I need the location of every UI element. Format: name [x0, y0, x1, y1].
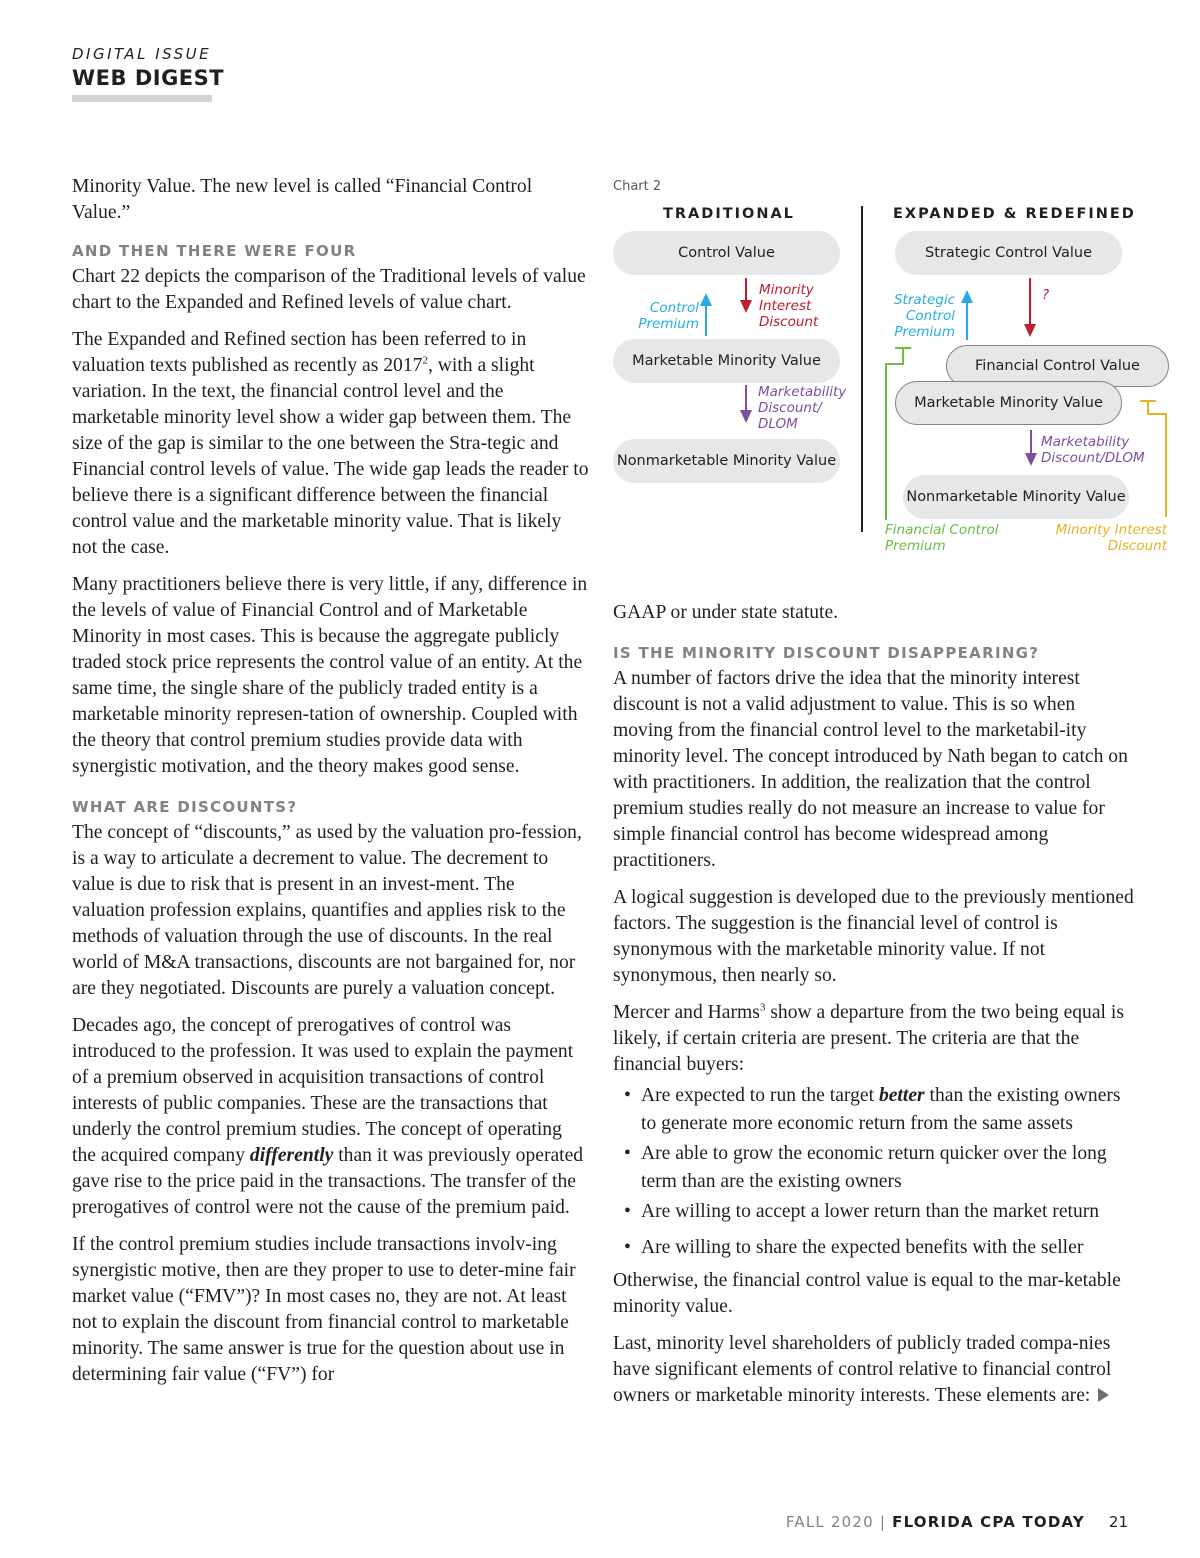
- footnote-ref-3: 3: [759, 1001, 766, 1014]
- paragraph-mercer: Mercer and Harms$^3$ show a departure from the two being equal is likely, if certain criteria are present. The criteria are that the financial buyers:: [613, 1001, 1124, 1075]
- continue-arrow-icon: [1098, 1388, 1109, 1402]
- list-item: • Are willing to share the expected benefits with the seller: [641, 1234, 1138, 1262]
- exp-marketability-discount-label: Marketability Discount/DLOM: [1041, 434, 1145, 466]
- exp-marketable-minority: Marketable Minority Value: [895, 381, 1122, 425]
- trad-control-premium-label: Control Premium: [638, 300, 699, 332]
- exp-nonmarketable-minority: Nonmarketable Minority Value: [903, 475, 1129, 519]
- green-bracket: [886, 348, 903, 520]
- exp-minority-discount-label: Minority Interest Discount: [1055, 522, 1167, 554]
- exp-premium-arrow-head: [961, 290, 973, 303]
- list-item: • Are expected to run the target better than the existing owners to generate more economic return from the same assets: [641, 1082, 1138, 1138]
- paragraph-factors: A number of factors drive the idea that the minority interest discount is not a valid adjustment to value. This is so when moving from the financial control level to the marketabil-ity minority level. The concept introduced by Nath began to catch on with practitioners. In addition, the realization that the control premium studies really do not measure an increase to value for simple financial control has become widespread among practitioners.: [613, 668, 1128, 871]
- header-underline: [72, 95, 212, 102]
- exp-question-label: ?: [1042, 287, 1050, 303]
- paragraph-last: Last, minority level shareholders of publicly traded compa-nies have significant elements of control relative to financial control owners or marketable minority interests. These elements are:: [613, 1333, 1112, 1406]
- expanded-heading: EXPANDED & REDEFINED: [893, 206, 1136, 222]
- exp-marketability-arrow-head: [1025, 453, 1037, 466]
- criteria-list: [613, 1082, 1138, 1262]
- paragraph-concept: The concept of “discounts,” as used by the valuation pro-fession, is a way to articulate a decrement to value. The decrement to value is due to risk that is present in an invest-ment. The valuation profession explains, quantifies and applies risk to the methods of valuation through the use of discounts. In the real world of M&A transactions, discounts are not bargained for, nor are they negotiated. Discounts are purely a valuation concept.: [72, 822, 582, 999]
- exp-financial-control-premium-label: Financial Control Premium: [885, 522, 999, 554]
- footer-season: FALL 2020: [785, 1513, 874, 1531]
- footer-separator: |: [879, 1513, 887, 1531]
- chart-caption: Chart 2: [613, 179, 662, 194]
- exp-strategic-control-value: Strategic Control Value: [895, 231, 1122, 275]
- paragraph-otherwise: Otherwise, the financial control value is equal to the mar-ketable minority value.: [613, 1270, 1121, 1317]
- emphasis-differently: differently: [249, 1145, 334, 1166]
- list-item: • Are willing to accept a lower return than the market return: [641, 1198, 1138, 1226]
- page-footer: [786, 1513, 1128, 1531]
- paragraph-if: If the control premium studies include transactions involv-ing synergistic motive, then are they proper to use to deter-mine fair market value (“FMV”)? In most cases no, they are not. At least not to explain the discount from financial control to marketable minority. The same answer is true for the question about use in determining fair value (“FV”) for: [72, 1234, 576, 1385]
- issue-label: DIGITAL ISSUE: [72, 45, 212, 63]
- trad-marketability-arrow-head: [740, 410, 752, 423]
- trad-minority-discount-label: Minority Interest Discount: [759, 282, 819, 330]
- paragraph-intro: Minority Value. The new level is called “Financial Control Value.”: [72, 176, 533, 223]
- emphasis-better: better: [878, 1085, 925, 1106]
- footnote-ref-2: 2: [422, 354, 428, 367]
- chart-divider: [861, 206, 863, 532]
- left-column: [72, 174, 590, 1399]
- section-title: WEB DIGEST: [72, 66, 225, 90]
- paragraph-chart22: Chart 22 depicts the comparison of the Traditional levels of value chart to the Expanded and Refined levels of value chart.: [72, 266, 586, 313]
- trad-premium-arrow-head: [700, 293, 712, 306]
- traditional-heading: TRADITIONAL: [663, 206, 795, 222]
- trad-nonmarketable-minority: Nonmarketable Minority Value: [613, 439, 840, 483]
- heading-then-there-were-four: AND THEN THERE WERE FOUR: [72, 242, 357, 260]
- paragraph-practitioners: Many practitioners believe there is very little, if any, difference in the levels of value of Financial Control and of Marketable Minority in most cases. This is because the aggregate publicly traded stock price represents the control value of an entity. At the same time, the single share of the publicly traded entity is a marketable minority represen-tation of ownership. Coupled with the theory that control premium studies provide data with synergistic motivation, and the theory makes good sense.: [72, 574, 588, 777]
- trad-minority-arrow-head: [740, 300, 752, 313]
- list-item: • Are able to grow the economic return quicker over the long term than are the existing owners: [641, 1140, 1138, 1196]
- paragraph-expanded: The Expanded and Refined section has been referred to in valuation texts published as recently as 2017$^2$, with a slight variation. In the text, the financial control level and the marketable minority level show a wider gap between them. The size of the gap is similar to the one between the Stra-tegic and Financial control levels of value. The wide gap leads the reader to believe there is a significant difference between the financial control value and the marketable minority value. That is likely not the case.: [72, 329, 589, 558]
- footer-publication: FLORIDA CPA TODAY: [892, 1513, 1085, 1531]
- trad-marketable-minority: Marketable Minority Value: [613, 339, 840, 383]
- heading-minority-discount: IS THE MINORITY DISCOUNT DISAPPEARING?: [613, 644, 1040, 662]
- paragraph-gaap: GAAP or under state statute.: [613, 602, 839, 623]
- trad-control-value: Control Value: [613, 231, 840, 275]
- exp-financial-control-value: Financial Control Value: [946, 345, 1169, 387]
- chart-2: [613, 174, 1173, 564]
- paragraph-decades: Decades ago, the concept of prerogatives of control was introduced to the profession. It was used to explain the payment of a premium observed in acquisition transactions of control interests of public companies. These are the transactions that underly the control premium studies. The concept of operating the acquired company differently than it was previously operated gave rise to the price paid in the transactions. The transfer of the prerogatives of control were not the cause of the premium paid.: [72, 1015, 584, 1218]
- exp-question-arrow-head: [1024, 324, 1036, 337]
- heading-what-are-discounts: WHAT ARE DISCOUNTS?: [72, 798, 298, 816]
- right-column: [613, 600, 1138, 1420]
- paragraph-logical: A logical suggestion is developed due to the previously mentioned factors. The suggestion is the financial level of control is synonymous with the marketable minority value. If not synonymous, then nearly so.: [613, 887, 1134, 986]
- page-number: 21: [1108, 1513, 1128, 1531]
- exp-strategic-premium-label: Strategic Control Premium: [893, 292, 955, 340]
- trad-marketability-discount-label: Marketability Discount/ DLOM: [758, 384, 847, 432]
